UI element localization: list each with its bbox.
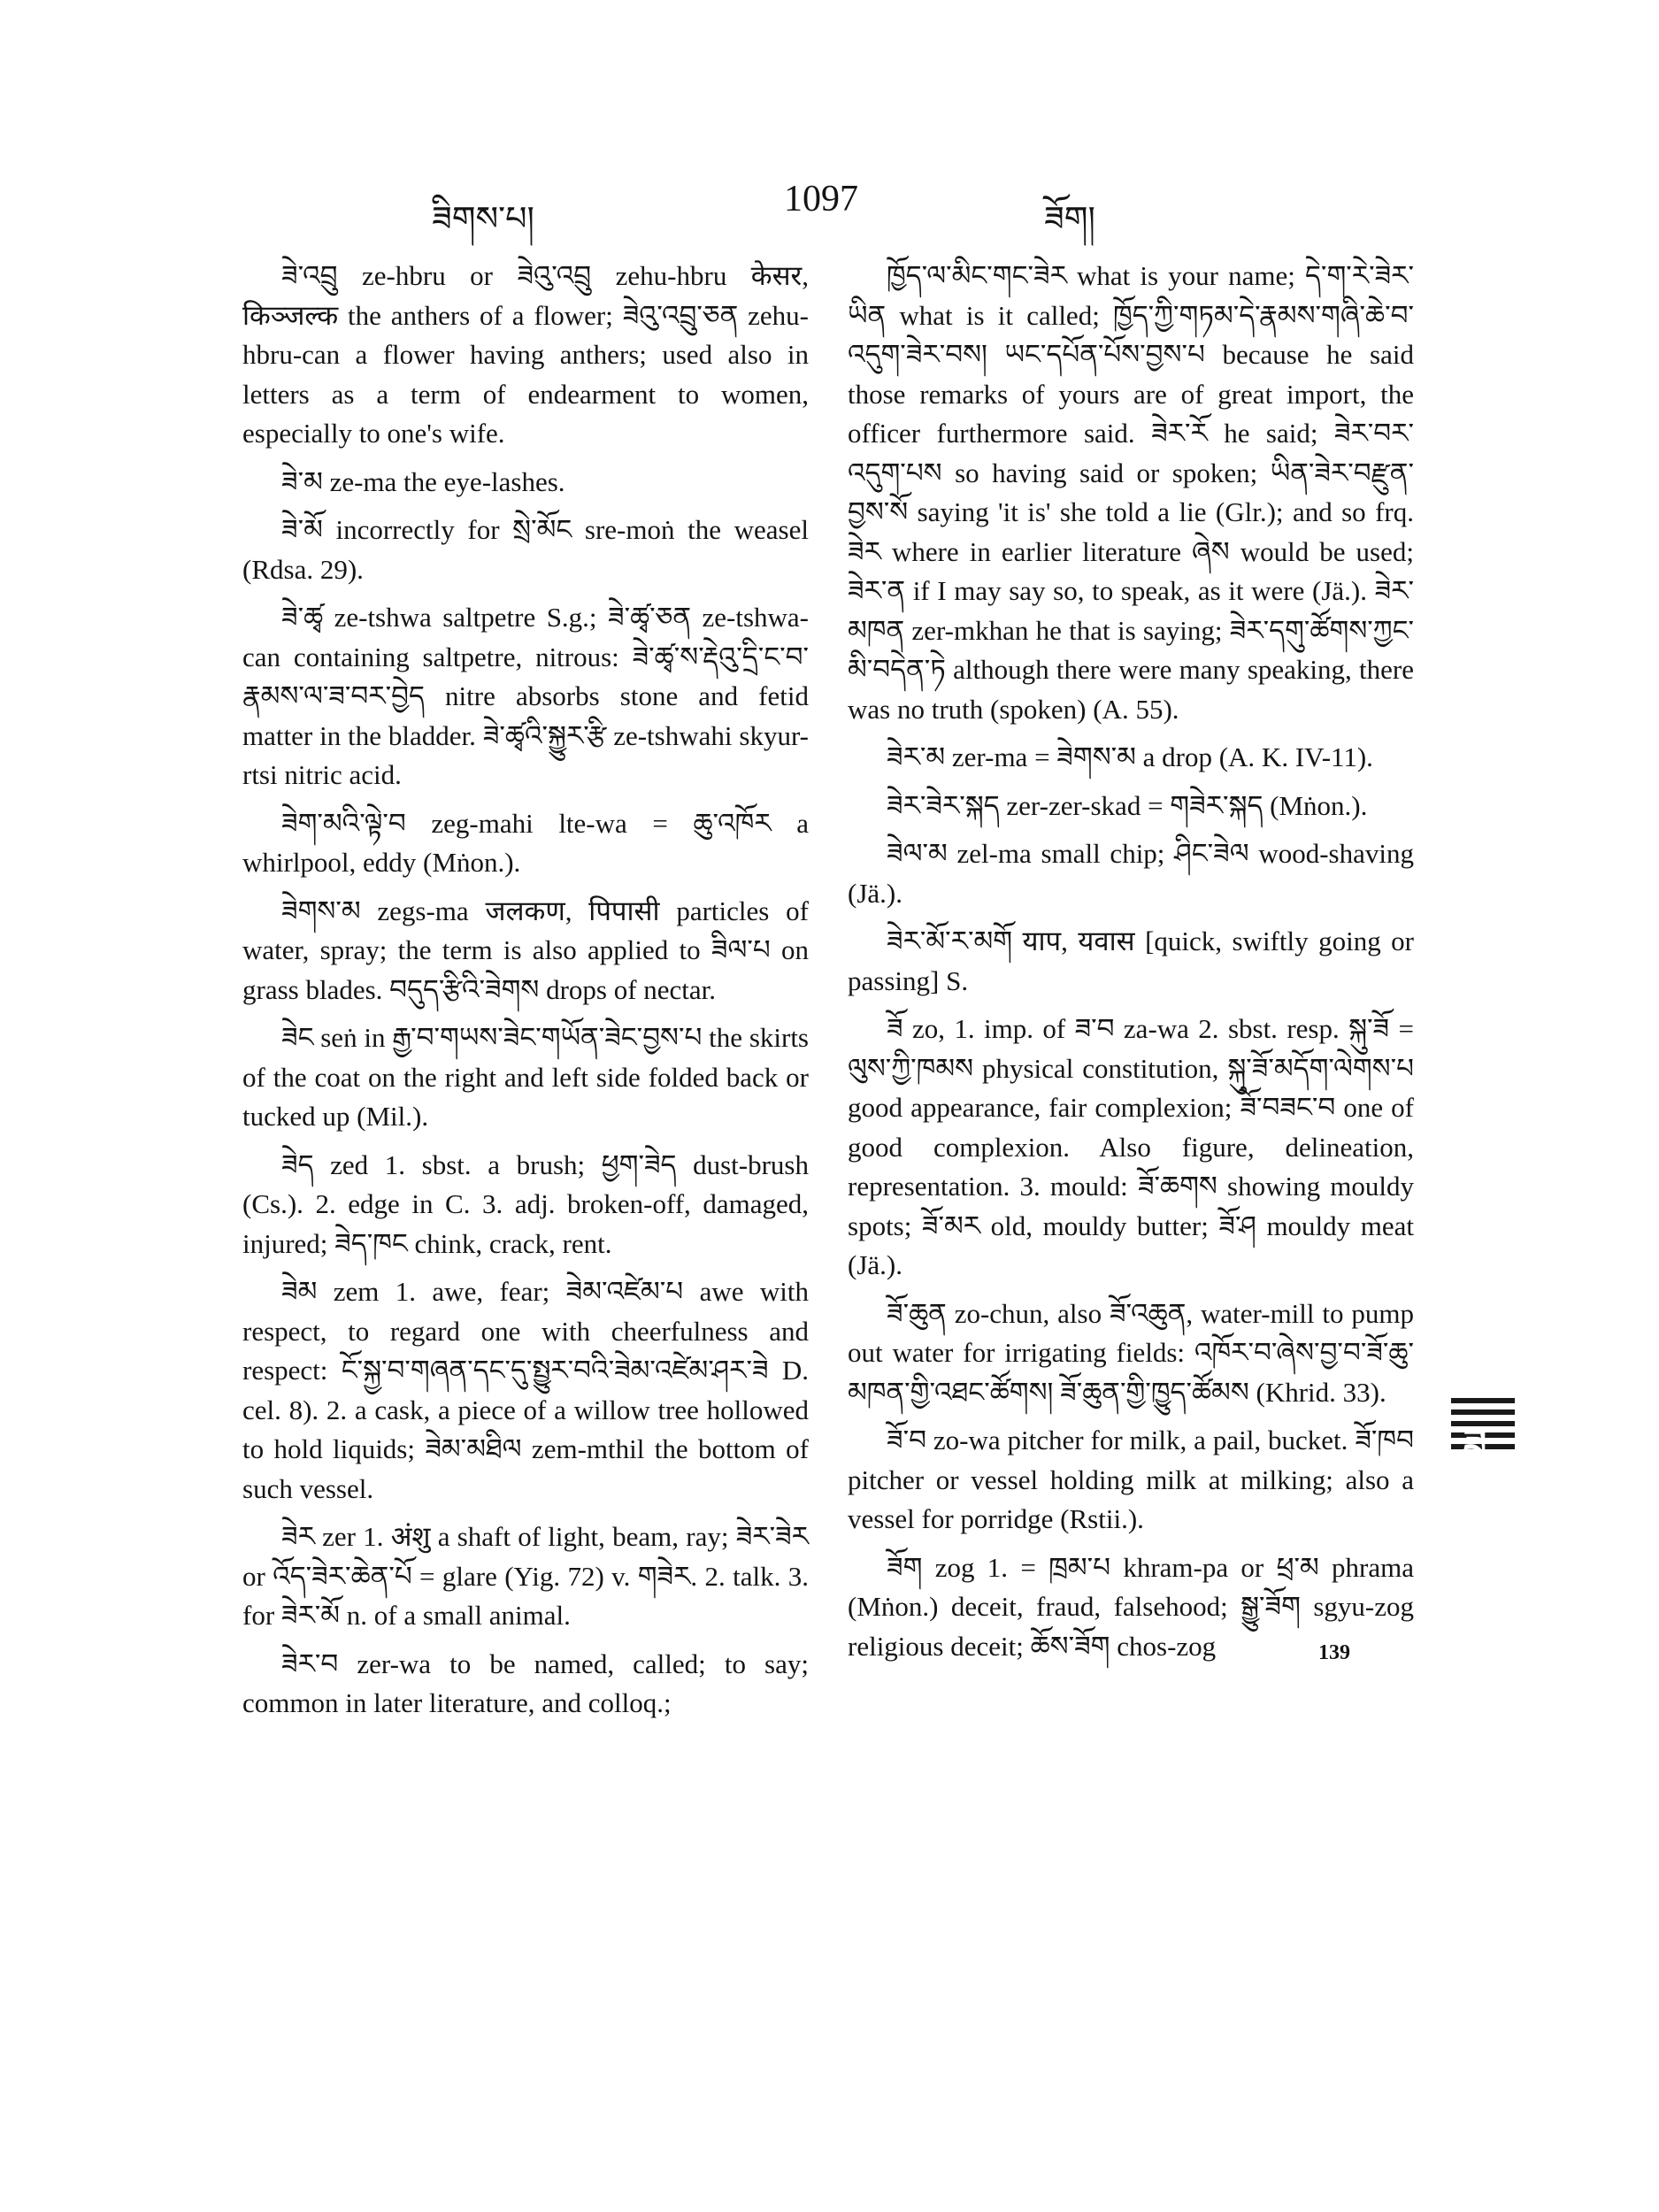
dictionary-entry-zo-chun: ཟོ་ཆུན zo-chun, also ཟོ་འཆུན, water-mill to pump out water for irrigating fields: འཁོར་བ་ཞེས་བྱ་བ་ཟོ་ཆུ་མཁན་གྱི་འཐང་ཚོགས། ཟོ་ཆུན་གྱི་ཁྱུད་ཚོམས (Khrid. 33). <box>848 1297 1414 1408</box>
signature-number: 139 <box>1318 1641 1350 1664</box>
dictionary-entry-zed: ཟེད zed 1. sbst. a brush; ཕྱག་ཟེད dust-brush (Cs.). 2. edge in C. 3. adj. broken-off, damaged, injured; ཟེད་ཁང chink, crack, rent. <box>242 1148 809 1259</box>
dictionary-entry-zer-zer-skad: ཟེར་ཟེར་སྐད zer-zer-skad = གཟེར་སྐད (Mṅon.). <box>887 789 1368 821</box>
dictionary-entry-zem: ཟེམ zem 1. awe, fear; ཟེམ་འཛེམ་པ awe with respect, to regard one with cheerfulness and respect: ངོ་སྐྱ་བ་གཞན་དང་དུ་སྤྱུར་བའི་ཟེམ་འཛེམ་ཤར་ཟེ D. cel. 8). 2. a cask, a piece of a willow tree hollowed to hold liquids; ཟེམ་མཐིལ zem-mthil the bottom of such vessel. <box>242 1276 809 1504</box>
dictionary-entry-zo-wa: ཟོ་བ zo-wa pitcher for milk, a pail, bucket. ཟོ་ཁབ pitcher or vessel holding milk at milking; also a vessel for porridge (Rstii.). <box>848 1425 1414 1534</box>
header-left-word: ཟིགས་པ། <box>432 199 534 238</box>
dictionary-entry-ze-mo: ཟེ་མོ incorrectly for སྲེ་མོང sre-moṅ the weasel (Rdsa. 29). <box>242 514 809 585</box>
left-column <box>242 257 809 1732</box>
dictionary-entry-ze-tshwa: ཟེ་ཚྭ ze-tshwa saltpetre S.g.; ཟེ་ཚྭ་ཅན ze-tshwa-can containing saltpetre, nitrous: ཟེ་ཚྭ་ས་རྡེའུ་དྲི་ང་བ་རྣམས་ལ་ཟ་བར་བྱེད nitre absorbs stone and fetid matter in the bladder. ཟེ་ཚྭའི་སྐྱུར་རྩི ze-tshwahi skyur-rtsi nitric acid. <box>242 602 809 790</box>
dictionary-entry-zog: ཟོག zog 1. = ཁྲམ་པ khram-pa or ཕྲ་མ phrama (Mṅon.) deceit, fraud, falsehood; སྒྱུ་ཟོག sgyu-zog religious deceit; ཆོས་ཟོག chos-zog <box>848 1551 1414 1662</box>
right-column <box>848 257 1414 1675</box>
dictionary-entry-zer-ma: ཟེར་མ zer-ma = ཟེགས་མ a drop (A. K. IV-11). <box>887 741 1373 772</box>
dictionary-entry-zegs-ma: ཟེགས་མ zegs-ma जलकण, पिपासी particles of water, spray; the term is also applied to ཟིལ་པ on grass blades. བདུད་རྩིའི་ཟེགས drops of nectar. <box>242 895 809 1005</box>
page-number: 1097 <box>784 179 858 219</box>
dictionary-entry-zel-ma: ཟེལ་མ zel-ma small chip; ཤིང་ཟེལ wood-shaving (Jä.). <box>848 838 1414 909</box>
dictionary-entry-zer: ཟེར zer 1. अंशु a shaft of light, beam, ray; ཟེར་ཟེར or འོད་ཟེར་ཆེན་པོ = glare (Yig. 72) v. གཟེར. 2. talk. 3. for ཟེར་མོ n. of a small animal. <box>242 1521 809 1631</box>
dictionary-entry-zo: ཟོ zo, 1. imp. of ཟ་བ za-wa 2. sbst. resp. སྐུ་ཟོ = ལུས་ཀྱི་ཁམས physical constitution, སྐུ་ཟོ་མདོག་ལེགས་པ good appearance, fair complexion; ཟོ་བཟང་བ one of good complexion. Also figure, delineation, representation. 3. mould: ཟོ་ཆགས showing mouldy spots; ཟོ་མར old, mouldy butter; ཟོ་ཤ mouldy meat (Jä.). <box>848 1013 1414 1280</box>
dictionary-entry-zen: ཟེང seṅ in རྒྱ་བ་གཡས་ཟེང་གཡོན་ཟེང་བྱས་པ the skirts of the coat on the right and left side folded back or tucked up (Mil.). <box>242 1022 809 1132</box>
page-header <box>0 179 1659 238</box>
thumb-index-letter: ཟ <box>1463 1421 1487 1466</box>
dictionary-entry-zeg-mahi: ཟེག་མའི་ལྟེ་བ zeg-mahi lte-wa = ཆུ་འཁོར a whirlpool, eddy (Mṅon.). <box>242 807 809 878</box>
dictionary-entry-ze-hbru: ཟེ་འབྲུ ze-hbru or ཟེའུ་འབྲུ zehu-hbru केसर, किञ्जल्क the anthers of a flower; ཟེའུ་འབྲུ་ཅན zehu-hbru-can a flower having anthers; used also in letters as a term of endearment to women, especially to one's wife. <box>242 260 809 449</box>
dictionary-entry-zer-wa: ཟེར་བ zer-wa to be named, called; to say; common in later literature, and colloq.; <box>242 1647 809 1718</box>
dictionary-entry-zer-mo-ra: ཟེར་མོ་ར་མགོ याप, यवास [quick, swiftly going or passing] S. <box>848 926 1414 996</box>
header-right-word: ཟོག། <box>1044 199 1095 238</box>
thumb-index-tab <box>1451 1398 1515 1466</box>
dictionary-entry-zer-wa-cont: ཁྱོད་ལ་མིང་གང་ཟེར what is your name; དེ་ག་རེ་ཟེར་ཡིན what is it called; ཁྱོད་ཀྱི་གཏམ་དེ་རྣམས་གཞི་ཆེ་བ་འདུག་ཟེར་བས། ཡང་དཔོན་པོས་བྱས་པ because he said those remarks of yours are of great import, the officer furthermore said. ཟེར་རོ he said; ཟེར་བར་འདུག་པས so having said or spoken; ཡིན་ཟེར་བརྫུན་བྱས་སོ saying 'it is' she told a lie (Glr.); and so frq. ཟེར where in earlier literature ཞེས would be used; ཟེར་ན if I may say so, to speak, as it were (Jä.). ཟེར་མཁན zer-mkhan he that is saying; ཟེར་དགུ་ཚོགས་ཀྱང་མི་བདེན་ཏེ although there were many speaking, there was no truth (spoken) (A. 55). <box>848 260 1414 725</box>
dictionary-entry-ze-ma: ཟེ་མ ze-ma the eye-lashes. <box>281 465 565 497</box>
